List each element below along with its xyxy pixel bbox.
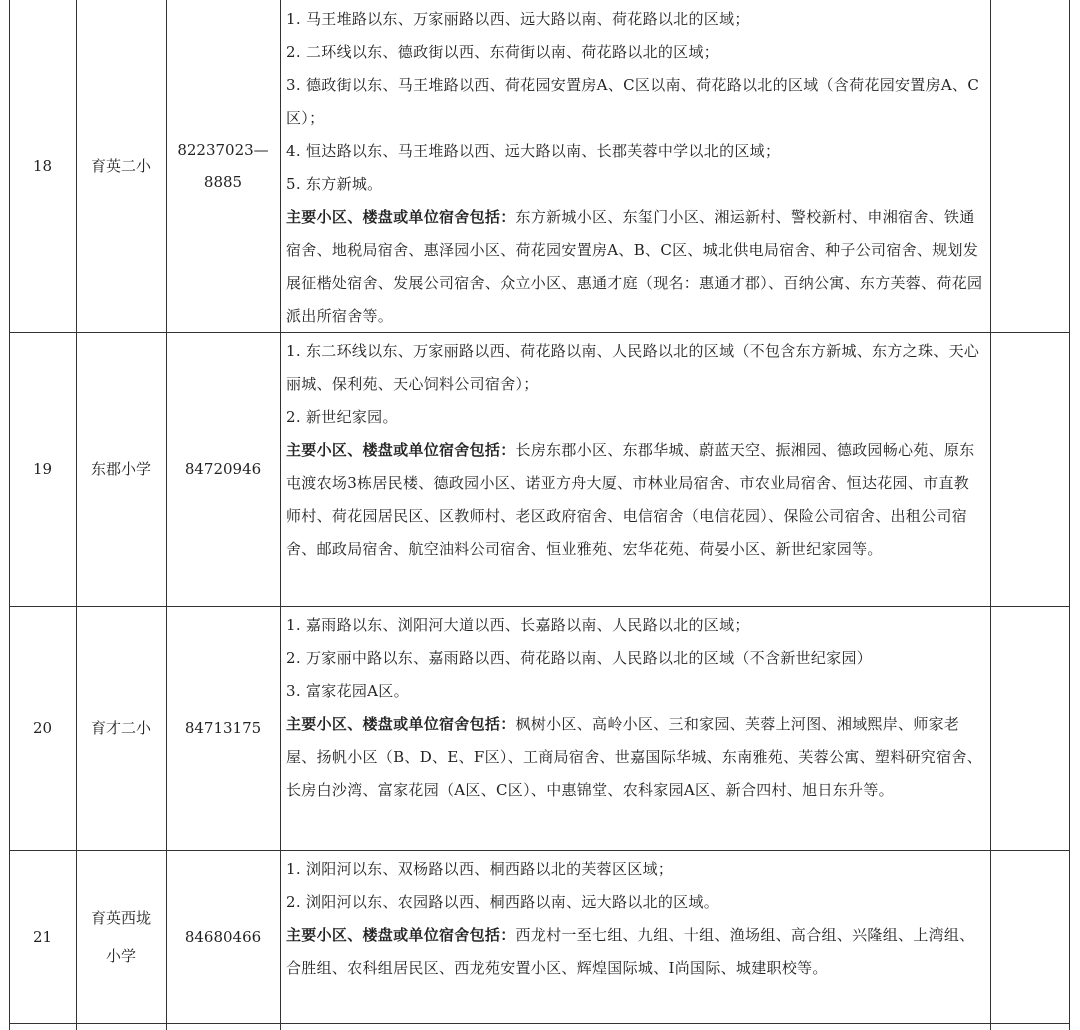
school-name: 育英二小 [90,157,151,175]
phone-number: 82237023— 8885 [177,141,269,191]
row-number: 20 [32,719,53,737]
main-communities-text: 东方新城小区、东玺门小区、湘运新村、警校新村、申湘宿舍、铁通宿舍、地税局宿舍、惠泽园小区、荷花园安置房A、B、C区、城北供电局宿舍、种子公司宿舍、规划发展征楷处宿舍、发展公司宿舍、众立小区、惠通才庭（现名：惠通才郡）、百纳公寓、东方芙蓉、荷花园派出所宿舍等。 [286,208,983,325]
enrollment-area [280,606,990,850]
table-row [9,332,1070,606]
main-communities-label: 主要小区、楼盘或单位宿舍包括： [286,208,516,226]
enrollment-area [280,332,990,606]
row-number: 19 [32,460,53,478]
area-item: 2. 二环线以东、德政街以西、东荷街以南、荷花路以北的区域； [286,43,720,61]
school-name: 育才二小 [90,719,151,737]
enrollment-area [280,850,990,1023]
note-cell [990,332,1070,606]
area-item: 2. 新世纪家园。 [286,408,398,426]
row-number: 21 [32,927,53,946]
area-item: 1. 马王堆路以东、万家丽路以西、远大路以南、荷花路以北的区域； [286,10,750,28]
area-item: 4. 恒达路以东、马王堆路以西、远大路以南、长郡芙蓉中学以北的区域； [286,142,781,160]
area-item: 1. 嘉雨路以东、浏阳河大道以西、长嘉路以南、人民路以北的区域； [286,616,750,634]
main-communities-label: 主要小区、楼盘或单位宿舍包括： [286,715,516,733]
area-item: 2. 浏阳河以东、农园路以西、桐西路以南、远大路以北的区域。 [286,893,720,911]
phone-number: 84720946 [184,460,262,478]
note-cell [990,850,1070,1023]
main-communities [286,708,984,807]
main-communities-label: 主要小区、楼盘或单位宿舍包括： [286,926,516,944]
note-cell [990,0,1070,332]
main-communities-text: 长房东郡小区、东郡华城、蔚蓝天空、振湘园、德政园畅心苑、原东屯渡农场3栋居民楼、德政园小区、诺亚方舟大厦、市林业局宿舍、市农业局宿舍、恒达花园、市直教师村、荷花园居民区、区教师村、老区政府宿舍、电信宿舍（电信花园）、保险公司宿舍、出租公司宿舍、邮政局宿舍、航空油料公司宿舍、恒业雅苑、宏华花苑、荷晏小区、新世纪家园等。 [286,441,975,558]
table-row [9,0,1070,332]
phone-number: 84713175 [184,719,262,737]
main-communities [286,434,984,566]
area-item: 1. 东二环线以东、万家丽路以西、荷花路以南、人民路以北的区域（不包含东方新城、东方之珠、天心丽城、保利苑、天心饲料公司宿舍）； [286,342,980,393]
main-communities [286,919,984,985]
main-communities-text: 西龙村一至七组、九组、十组、渔场组、高合组、兴隆组、上湾组、合胜组、农科组居民区、西龙苑安置小区、辉煌国际城、I尚国际、城建职校等。 [286,926,975,977]
table-row [9,850,1070,1023]
area-item: 3. 德政街以东、马王堆路以西、荷花园安置房A、C区以南、荷花路以北的区域（含荷花园安置房A、C区）； [286,76,980,127]
area-item: 5. 东方新城。 [286,175,383,193]
main-communities [286,201,984,333]
main-communities-text: 枫树小区、高岭小区、三和家园、芙蓉上河图、湘域熙岸、师家老屋、扬帆小区（B、D、E、F区）、工商局宿舍、世嘉国际华城、东南雅苑、芙蓉公寓、塑料研究宿舍、长房白沙湾、富家花园（A区、C区）、中惠锦堂、农科家园A区、新合四村、旭日东升等。 [286,715,983,799]
area-item: 1. 浏阳河以东、双杨路以西、桐西路以北的芙蓉区区域； [286,860,674,878]
table-row [9,606,1070,850]
row-number: 18 [32,157,53,175]
school-name: 东郡小学 [90,460,151,478]
area-item: 3. 富家花园A区。 [286,682,409,700]
main-communities-label: 主要小区、楼盘或单位宿舍包括： [286,441,516,459]
enrollment-area [280,0,990,332]
phone-number: 84680466 [184,927,262,946]
school-name: 育英西垅 小学 [90,908,151,965]
row-divider [9,1023,1070,1024]
area-item: 2. 万家丽中路以东、嘉雨路以西、荷花路以南、人民路以北的区域（不含新世纪家园） [286,649,873,667]
note-cell [990,606,1070,850]
